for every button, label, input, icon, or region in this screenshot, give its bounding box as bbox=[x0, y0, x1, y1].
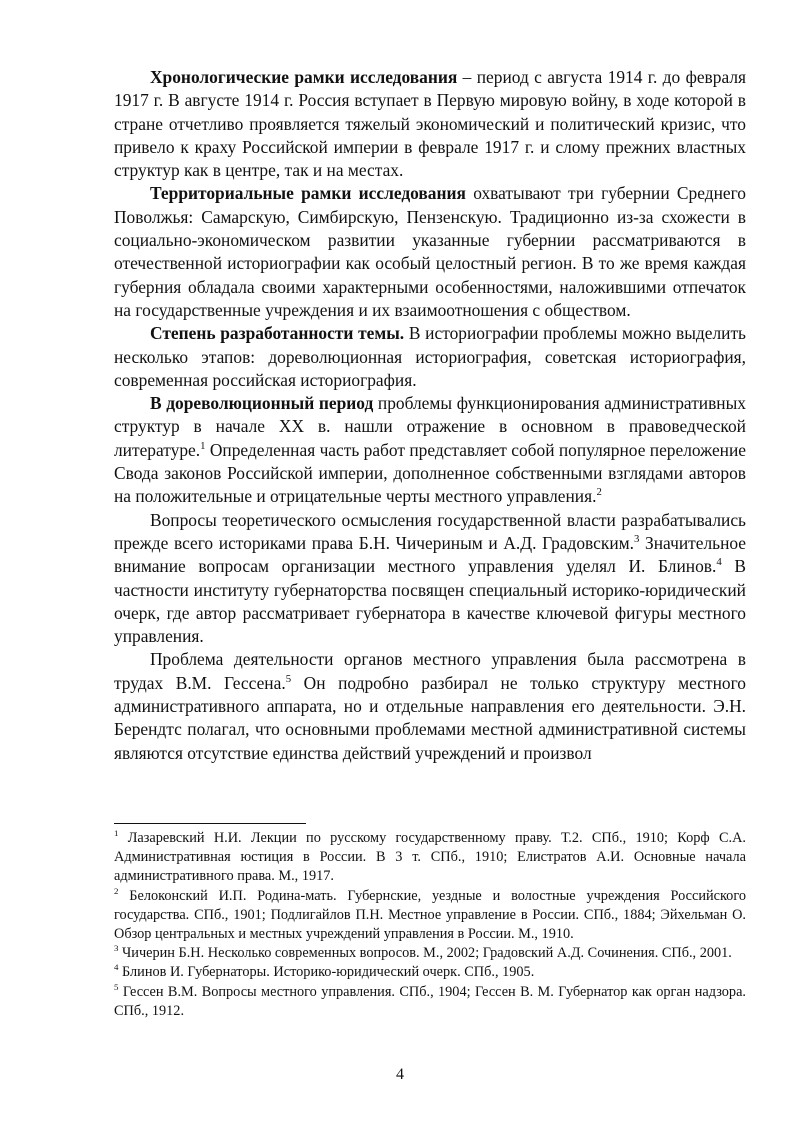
footnote-ref[interactable]: 3 bbox=[634, 533, 640, 546]
paragraph-text: В частности институту губернаторства посвящен специальный историко-юридический очерк, где автор рассматривает губернатора в качестве ключевой фигуры местного управления. bbox=[114, 556, 746, 647]
paragraph-text: – период с августа 1914 г. до февраля 1917 г. В августе 1914 г. Россия вступает в Первую мировую войну, в ходе которой в стране отчетливо проявляется тяжелый экономический и политический кризис, что привело к краху Российской империи в феврале 1917 г. и слому прежних властных структур как в центре, так и на местах. bbox=[114, 67, 747, 181]
footnote-text: Блинов И. Губернаторы. Историко-юридический очерк. СПб., 1905. bbox=[118, 964, 535, 981]
main-text bbox=[114, 66, 746, 765]
footnote-item bbox=[114, 983, 746, 1021]
footnote-item bbox=[114, 944, 746, 963]
paragraph-text: Определенная часть работ представляет собой популярное переложение Свода законов Российской империи, дополненное собственными взглядами авторов на положительные и отрицательные черты местного управления. bbox=[114, 439, 746, 507]
paragraph-lead: Хронологические рамки исследования bbox=[150, 67, 458, 87]
paragraph-lead: Территориальные рамки исследования bbox=[150, 183, 466, 204]
footnote-number: 4 bbox=[114, 962, 119, 973]
footnote-number: 2 bbox=[114, 885, 119, 896]
footnote-text: Белоконский И.П. Родина-мать. Губернские, уездные и волостные учреждения Российского государства. СПб., 1901; Подлигайлов П.Н. Местное управление в России. СПб., 1884; Эйхельман О. Обзор центральных и местных учреждений управления в России. М., 1910. bbox=[114, 887, 746, 943]
paragraph-text: Он подробно разбирал не только структуру местного административного аппарата, но и отдельные направления его деятельности. Э.Н. Берендтс полагал, что основными проблемами местной административной системы являются отсутствие единства действий учреждений и произвол bbox=[114, 672, 746, 763]
paragraph-territorial-scope bbox=[114, 182, 746, 322]
footnote-text: Лазаревский Н.И. Лекции по русскому государственному праву. Т.2. СПб., 1910; Корф С.А. Административная юстиция в России. В 3 т. СПб., 1910; Елистратов А.И. Основные начала административного права. М., 1917. bbox=[114, 830, 746, 885]
paragraph-pre-revolutionary bbox=[114, 392, 746, 508]
paragraph-text: охватывают три губернии Среднего Поволжья: Самарскую, Симбирскую, Пензенскую. Традиционно из-за схожести в социально-экономическом развитии указанные губернии рассматриваются в отечественной историографии как особый целостный регион. В то же время каждая губерния обладала своими характерными особенностями, наложившими отпечаток на государственные учреждения и их взаимоотношения с обществом. bbox=[114, 183, 746, 320]
footnote-ref[interactable]: 5 bbox=[285, 672, 292, 685]
footnote-separator bbox=[114, 823, 306, 824]
footnote-ref[interactable]: 4 bbox=[716, 556, 722, 569]
paragraph-local-government bbox=[114, 648, 746, 764]
footnote-item bbox=[114, 887, 746, 945]
footnote-item bbox=[114, 829, 746, 887]
paragraph-degree-of-study bbox=[114, 322, 746, 392]
paragraph-theoretical-questions bbox=[114, 509, 746, 649]
footnote-number: 1 bbox=[114, 828, 119, 839]
page-number: 4 bbox=[396, 1066, 404, 1083]
footnote-text: Чичерин Б.Н. Несколько современных вопросов. М., 2002; Градовский А.Д. Сочинения. СПб., 2001. bbox=[118, 945, 732, 962]
paragraph-chronological-scope bbox=[114, 66, 746, 182]
paragraph-text: проблемы функционирования административных структур в начале XX в. нашли отражение в основном в правоведческой литературе. bbox=[114, 393, 746, 460]
footnote-item bbox=[114, 963, 746, 982]
footnote-number: 3 bbox=[114, 943, 119, 954]
footnotes bbox=[114, 829, 746, 1021]
paragraph-text: Проблема деятельности органов местного управления была рассмотрена в трудах В.М. Гессена. bbox=[114, 649, 746, 693]
paragraph-lead: В дореволюционный период bbox=[150, 393, 374, 414]
footnote-text: Гессен В.М. Вопросы местного управления. СПб., 1904; Гессен В. М. Губернатор как орган надзора. СПб., 1912. bbox=[114, 983, 746, 1019]
paragraph-text: Вопросы теоретического осмысления государственной власти разрабатывались прежде всего историками права Б.Н. Чичериным и А.Д. Градовским. bbox=[114, 509, 746, 553]
paragraph-lead: Степень разработанности темы. bbox=[150, 323, 405, 344]
footnote-ref[interactable]: 1 bbox=[200, 439, 206, 452]
footnote-ref[interactable]: 2 bbox=[596, 486, 602, 499]
footnote-number: 5 bbox=[114, 981, 119, 992]
paragraph-text: Значительное внимание вопросам организации местного управления уделял И. Блинов. bbox=[114, 532, 746, 577]
paragraph-text: В историографии проблемы можно выделить несколько этапов: дореволюционная историография, советская историография, современная российская историография. bbox=[114, 323, 746, 390]
